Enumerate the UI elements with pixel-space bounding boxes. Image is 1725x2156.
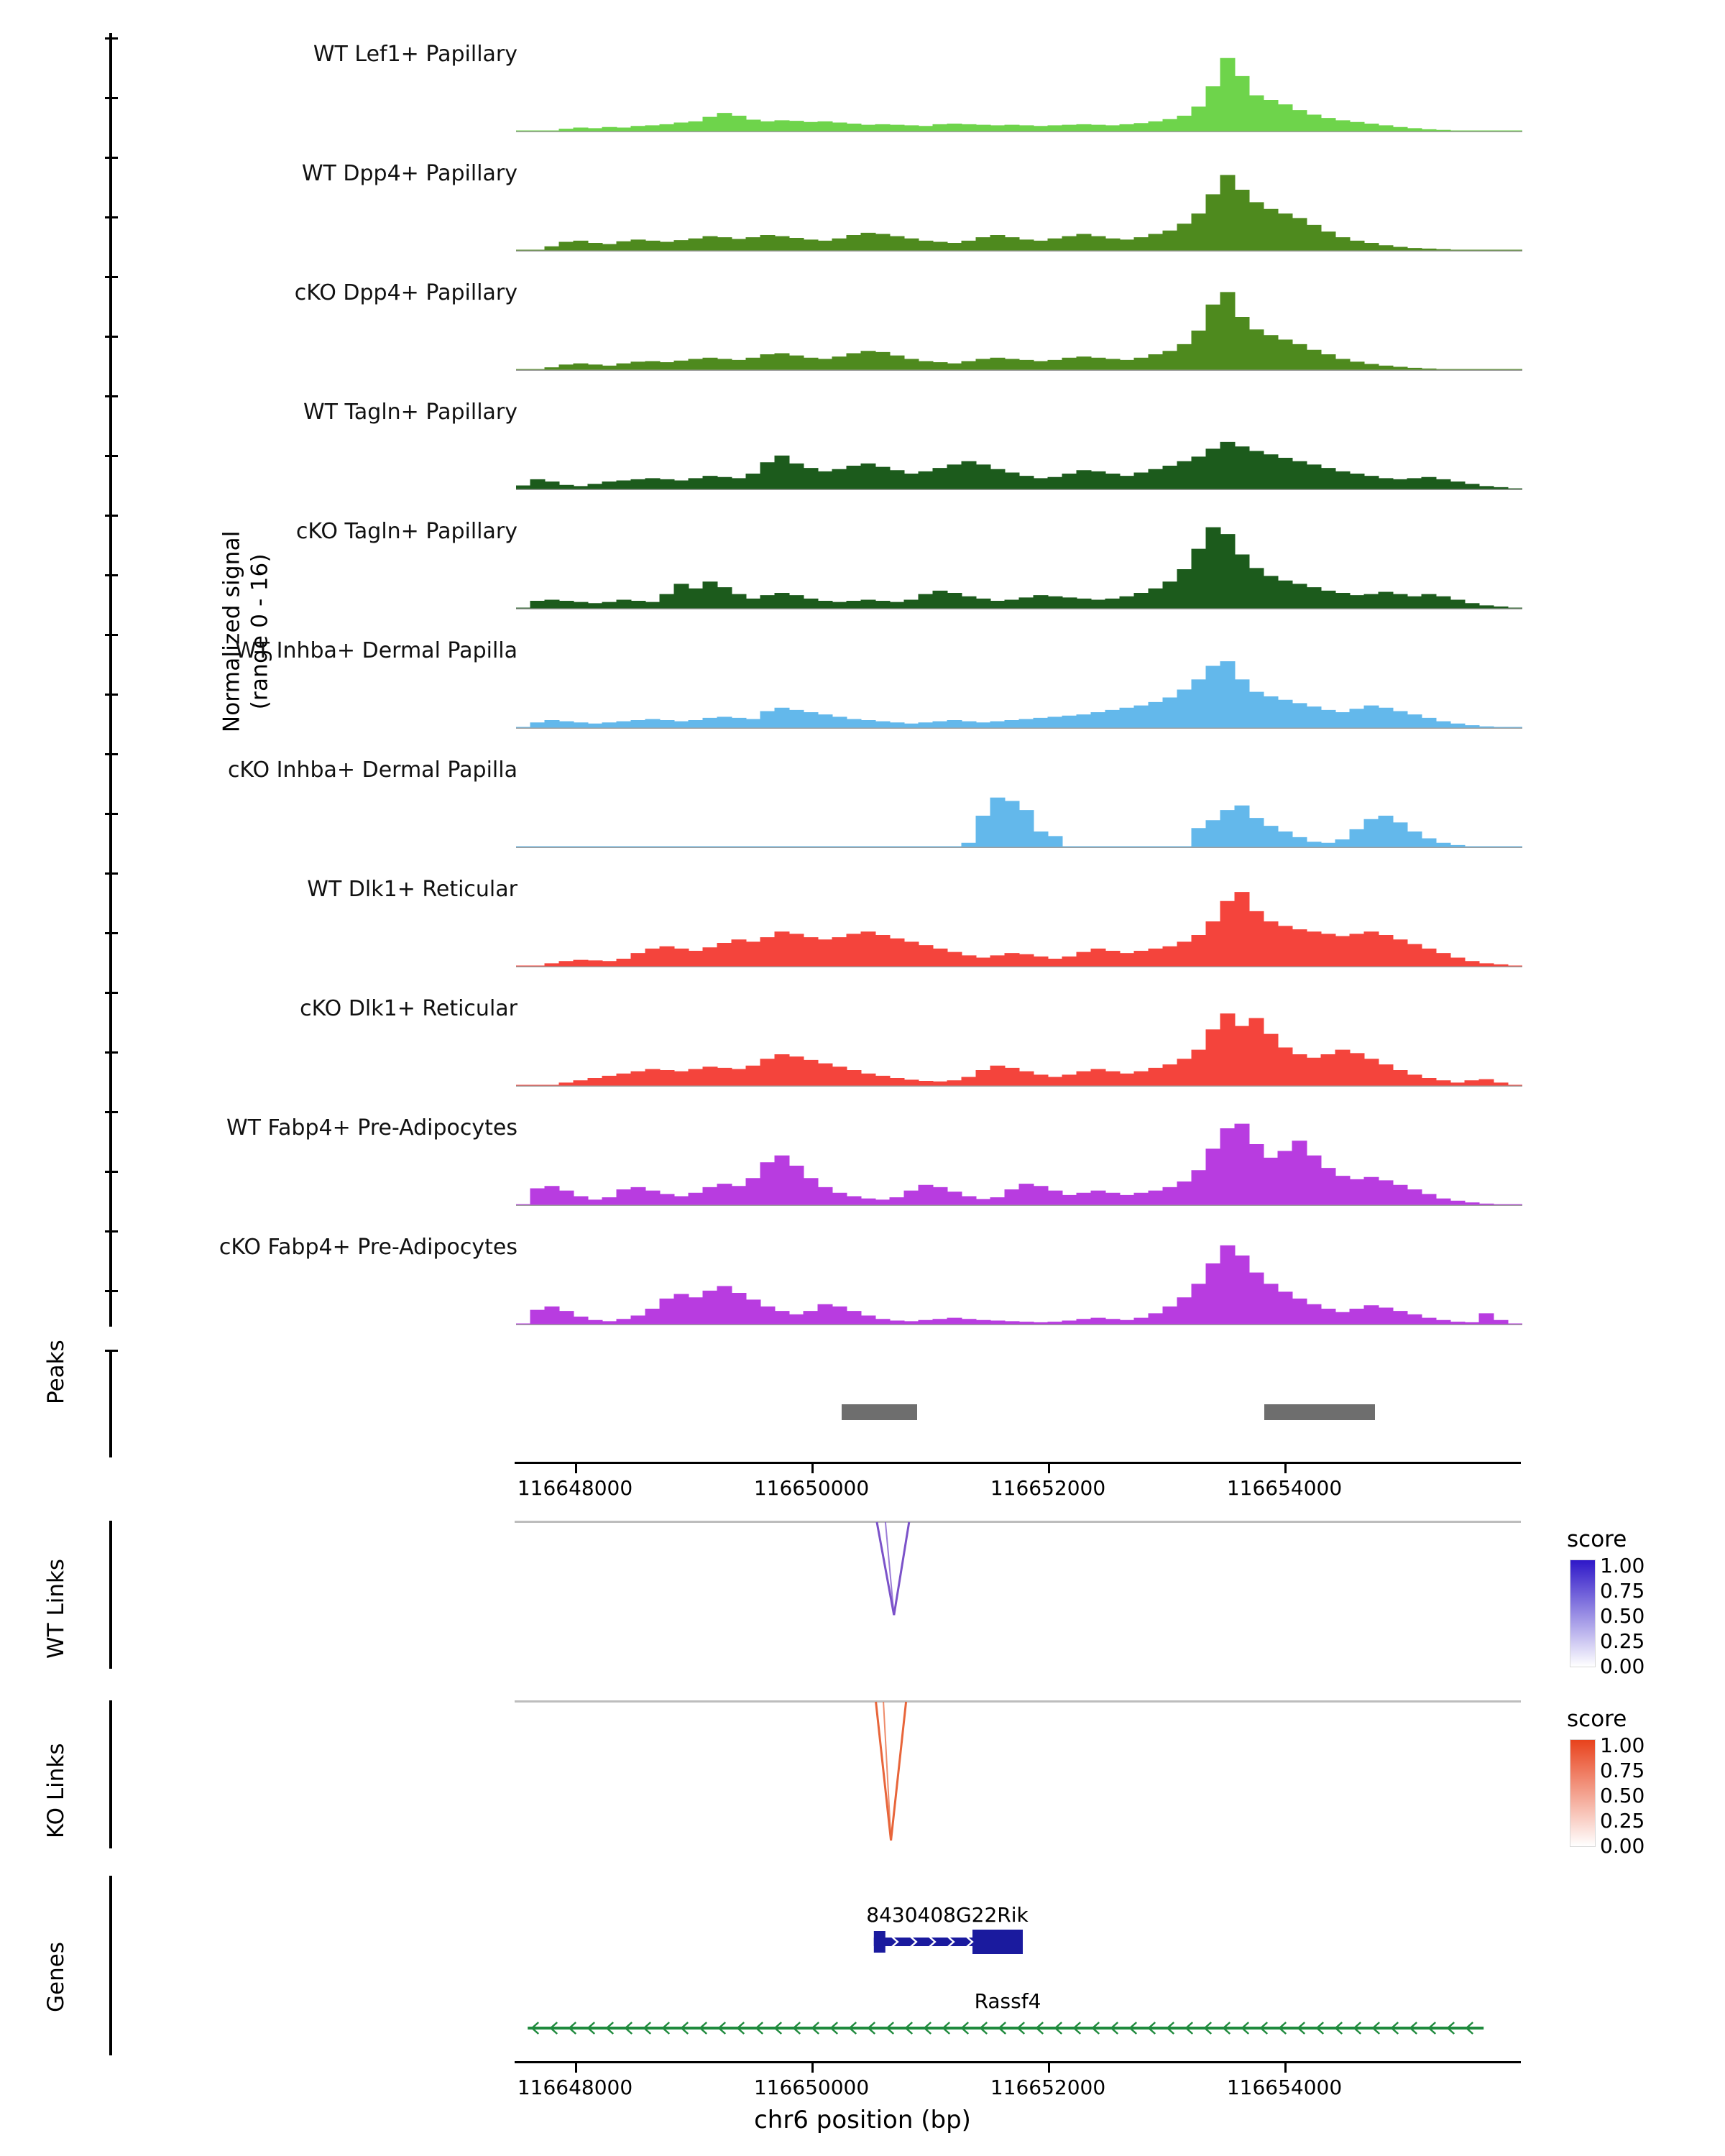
ko-legend-tick-0: 1.00: [1600, 1733, 1645, 1757]
x-axis-tick-label: 116652000: [990, 1476, 1106, 1500]
ko-links-section-label: KO Links: [43, 1743, 69, 1838]
link-arc: [877, 1522, 894, 1615]
coverage-track-area: [516, 395, 1522, 515]
y-axis-tick: [105, 37, 118, 40]
ko-links-axis-spine: [109, 1700, 112, 1848]
wt-links-legend: [1567, 1526, 1725, 1677]
x-axis-tick-label: 116648000: [517, 1476, 633, 1500]
coverage-track-label: cKO Dlk1+ Reticular: [300, 996, 518, 1021]
y-axis-tick: [105, 1111, 118, 1113]
y-axis-tick: [105, 872, 118, 875]
coverage-track-row: [115, 1230, 1552, 1350]
coverage-track-row: [115, 634, 1552, 753]
ko-links-arcs: [515, 1700, 1521, 1853]
peaks-axis-spine: [109, 1350, 112, 1457]
y-axis-tick: [105, 455, 118, 457]
x-axis-tick-label: 116650000: [753, 2076, 870, 2099]
y-axis-tick: [105, 932, 118, 934]
y-axis-tick: [105, 1230, 118, 1233]
y-axis-tick: [105, 574, 118, 576]
x-axis-tick: [811, 1464, 814, 1473]
coverage-track-area: [516, 37, 1522, 157]
y-axis-tick: [105, 157, 118, 159]
y-axis-tick: [105, 1290, 118, 1292]
coverage-track-label: cKO Dpp4+ Papillary: [294, 280, 518, 305]
wt-legend-tick-0: 1.00: [1600, 1554, 1645, 1577]
coverage-track-row: [115, 395, 1552, 515]
y-axis-tick: [105, 515, 118, 517]
y-axis-tick: [105, 395, 118, 397]
coverage-track-label: WT Lef1+ Papillary: [313, 42, 518, 67]
x-axis-title: chr6 position (bp): [754, 2106, 971, 2134]
coverage-track-label: WT Fabp4+ Pre-Adipocytes: [226, 1115, 518, 1141]
coverage-track-area: [516, 157, 1522, 276]
y-axis-tick: [105, 992, 118, 994]
ko-legend-gradient: [1570, 1739, 1596, 1847]
x-axis-tick: [1284, 1464, 1287, 1473]
link-arc: [886, 1522, 894, 1615]
coverage-track-row: [115, 753, 1552, 872]
coverage-track-row: [115, 37, 1552, 157]
coverage-track-row: [115, 157, 1552, 276]
coverage-track-row: [115, 992, 1552, 1111]
ko-legend-tick-4: 0.00: [1600, 1834, 1645, 1858]
x-axis-tick-label: 116650000: [753, 1476, 870, 1500]
gene-models: [515, 1876, 1521, 2055]
link-arc: [883, 1702, 891, 1841]
wt-legend-tick-2: 0.50: [1600, 1604, 1645, 1628]
coverage-track-area: [516, 634, 1522, 753]
y-axis-tick: [105, 97, 118, 99]
coverage-track-row: [115, 872, 1552, 992]
y-axis-tick: [105, 216, 118, 218]
x-axis-tick: [575, 2063, 577, 2073]
coverage-track-area: [516, 1111, 1522, 1230]
wt-links-arcs: [515, 1521, 1521, 1673]
coverage-track-area: [516, 872, 1522, 992]
coverage-track-area: [516, 276, 1522, 395]
gene-name-label: 8430408G22Rik: [866, 1903, 1029, 1927]
wt-legend-gradient: [1570, 1560, 1596, 1667]
genes-section-label: Genes: [43, 1942, 69, 2012]
y-axis-tick: [105, 813, 118, 815]
peak-bar[interactable]: [1264, 1404, 1375, 1420]
coverage-track-area: [516, 753, 1522, 872]
coverage-track-area: [516, 1230, 1522, 1350]
ko-legend-tick-2: 0.50: [1600, 1784, 1645, 1807]
coverage-track-row: [115, 1111, 1552, 1230]
coverage-track-label: cKO Tagln+ Papillary: [295, 519, 518, 544]
x-axis-tick: [1048, 2063, 1050, 2073]
coverage-track-row: [115, 515, 1552, 634]
x-axis-tick: [1284, 2063, 1287, 2073]
y-axis-label-line2: (range 0 - 16): [247, 553, 272, 710]
genes-axis-spine: [109, 1876, 112, 2055]
x-axis-tick: [811, 2063, 814, 2073]
link-arc: [876, 1702, 891, 1841]
coverage-track-label: WT Dlk1+ Reticular: [307, 877, 518, 902]
y-axis-tick: [105, 336, 118, 338]
gene-name-label: Rassf4: [974, 1989, 1041, 2013]
y-axis-tick: [105, 694, 118, 696]
peak-bar[interactable]: [842, 1404, 917, 1420]
genes-panel: [0, 1869, 1725, 2156]
gene-exon-block: [874, 1931, 886, 1953]
wt-legend-tick-3: 0.25: [1600, 1629, 1645, 1653]
wt-links-panel: [0, 1515, 1725, 1687]
coverage-track-label: WT Dpp4+ Papillary: [301, 161, 518, 186]
x-axis-tick-label: 116652000: [990, 2076, 1106, 2099]
wt-links-section-label: WT Links: [43, 1558, 69, 1659]
ko-legend-tick-1: 0.75: [1600, 1759, 1645, 1782]
y-axis-tick: [105, 634, 118, 636]
wt-links-axis-spine: [109, 1521, 112, 1669]
coverage-track-label: cKO Fabp4+ Pre-Adipocytes: [218, 1235, 518, 1260]
y-axis-tick: [105, 1171, 118, 1173]
coverage-track-label: WT Inhba+ Dermal Papilla: [235, 638, 518, 663]
y-axis-tick: [105, 276, 118, 278]
link-arc: [891, 1702, 906, 1841]
x-axis-tick: [1048, 1464, 1050, 1473]
wt-legend-tick-1: 0.75: [1600, 1579, 1645, 1603]
x-axis-tick-label: 116654000: [1226, 1476, 1343, 1500]
coverage-track-row: [115, 276, 1552, 395]
peaks-panel: [0, 1340, 1725, 1500]
x-axis-line-top: [515, 1462, 1521, 1464]
y-axis-label-line1: Normalized signal: [218, 530, 245, 733]
ko-legend-tick-3: 0.25: [1600, 1809, 1645, 1833]
ko-links-legend: [1567, 1706, 1725, 1857]
gene-exon-block: [972, 1930, 1023, 1954]
link-arc: [894, 1522, 909, 1615]
peaks-section-label: Peaks: [43, 1340, 69, 1404]
wt-legend-tick-4: 0.00: [1600, 1654, 1645, 1678]
coverage-axis-spine: [109, 33, 112, 1327]
x-axis-tick: [575, 1464, 577, 1473]
coverage-track-area: [516, 992, 1522, 1111]
y-axis-tick: [105, 1051, 118, 1054]
coverage-track-area: [516, 515, 1522, 634]
coverage-track-label: cKO Inhba+ Dermal Papilla: [227, 757, 518, 783]
ko-legend-title: score: [1567, 1706, 1627, 1732]
ko-links-panel: [0, 1695, 1725, 1867]
wt-legend-title: score: [1567, 1526, 1627, 1552]
x-axis-tick-label: 116648000: [517, 2076, 633, 2099]
y-axis-tick: [105, 753, 118, 755]
x-axis-tick-label: 116654000: [1226, 2076, 1343, 2099]
x-axis-line-bottom: [515, 2061, 1521, 2063]
coverage-track-label: WT Tagln+ Papillary: [303, 400, 518, 425]
